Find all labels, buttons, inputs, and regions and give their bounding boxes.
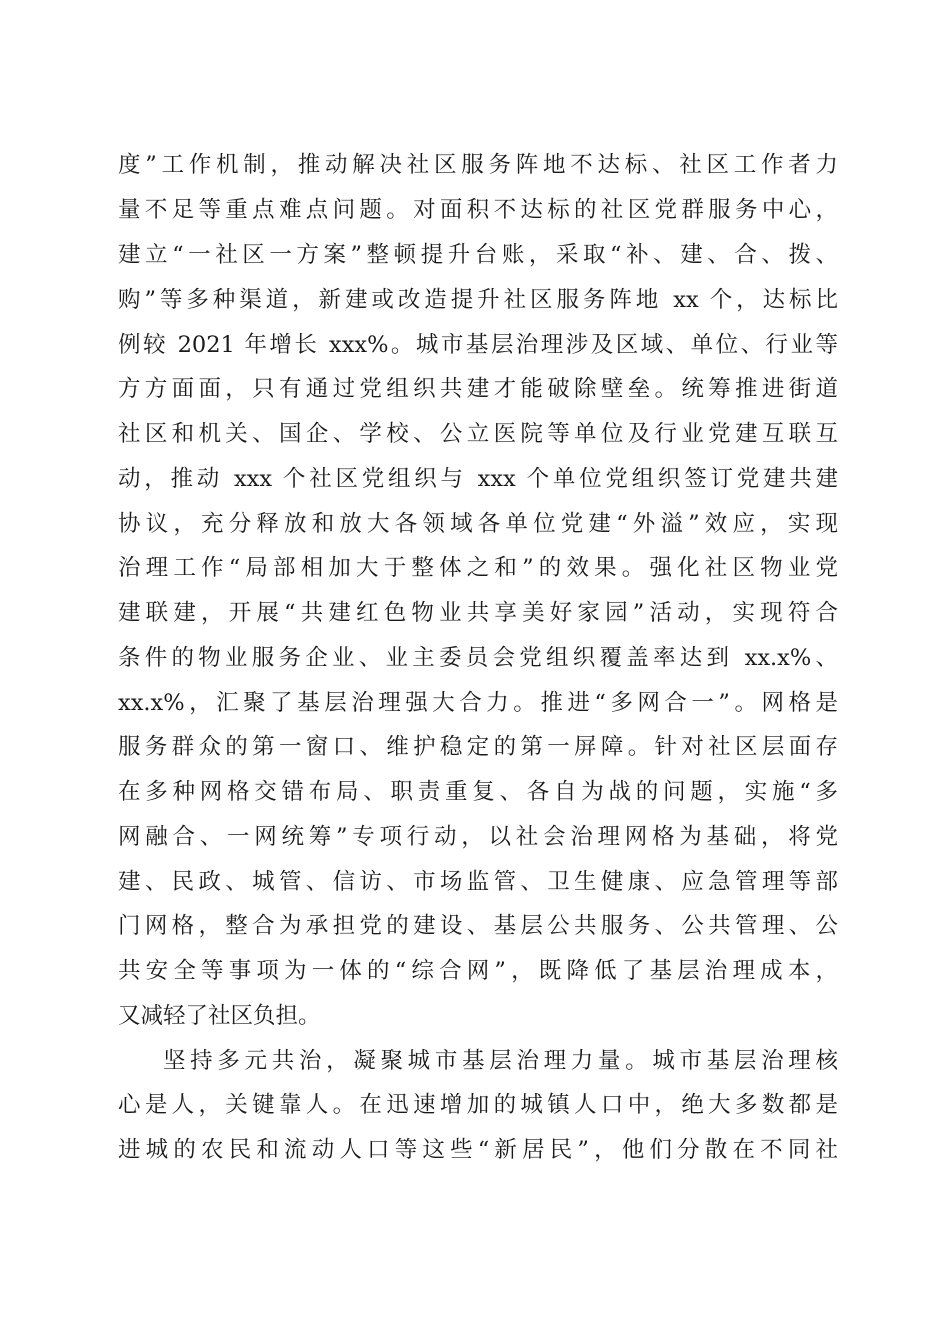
paragraph-line: 量不足等重点难点问题。对面积不达标的社区党群服务中心， [118, 197, 838, 223]
paragraph-line: 在多种网格交错布局、职责重复、各自为战的问题，实施“多 [118, 779, 838, 805]
paragraph-line: 社区和机关、国企、学校、公立医院等单位及行业党建互联互 [118, 421, 838, 447]
paragraph-line: 条件的物业服务企业、业主委员会党组织覆盖率达到 xx.x%、 [118, 645, 838, 671]
paragraph-line: xx.x%，汇聚了基层治理强大合力。推进“多网合一”。网格是 [118, 690, 838, 716]
paragraph-line: 网融合、一网统筹”专项行动，以社会治理网格为基础，将党 [118, 824, 838, 850]
paragraph-line: 又减轻了社区负担。 [118, 1003, 321, 1029]
paragraph-line: 建联建，开展“共建红色物业共享美好家园”活动，实现符合 [118, 600, 838, 626]
paragraph-line: 购”等多种渠道，新建或改造提升社区服务阵地 xx 个，达标比 [118, 287, 838, 313]
paragraph-line: 门网格，整合为承担党的建设、基层公共服务、公共管理、公 [118, 913, 838, 939]
paragraph-line: 建立“一社区一方案”整顿提升台账，采取“补、建、合、拨、 [118, 242, 838, 268]
paragraph-line: 共安全等事项为一体的“综合网”，既降低了基层治理成本， [118, 958, 838, 984]
paragraph-line: 度”工作机制，推动解决社区服务阵地不达标、社区工作者力 [118, 152, 838, 178]
paragraph-line: 进城的农民和流动人口等这些“新居民”，他们分散在不同社 [118, 1137, 838, 1163]
paragraph-line: 治理工作“局部相加大于整体之和”的效果。强化社区物业党 [118, 555, 838, 581]
paragraph-line: 动，推动 xxx 个社区党组织与 xxx 个单位党组织签订党建共建 [118, 466, 838, 492]
paragraph-line: 方方面面，只有通过党组织共建才能破除壁垒。统筹推进街道 [118, 376, 838, 402]
paragraph-line: 协议，充分释放和放大各领域各单位党建“外溢”效应，实现 [118, 511, 838, 537]
paragraph-line: 建、民政、城管、信访、市场监管、卫生健康、应急管理等部 [118, 869, 838, 895]
paragraph-line: 例较 2021 年增长 xxx%。城市基层治理涉及区域、单位、行业等 [118, 332, 838, 358]
paragraph-line: 服务群众的第一窗口、维护稳定的第一屏障。针对社区层面存 [118, 734, 838, 760]
paragraph-line: 心是人，关键靠人。在迅速增加的城镇人口中，绝大多数都是 [118, 1092, 838, 1118]
paragraph-first-line: 坚持多元共治，凝聚城市基层治理力量。城市基层治理核 [163, 1048, 838, 1074]
